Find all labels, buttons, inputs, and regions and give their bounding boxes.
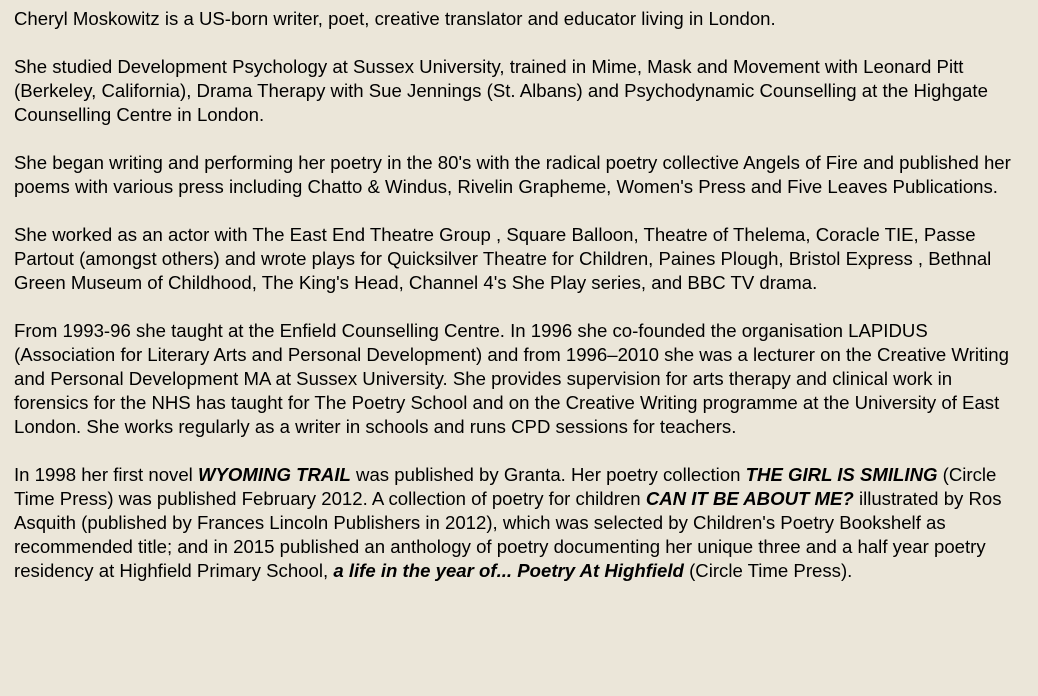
publications-text: (Circle Time Press). xyxy=(683,560,853,581)
publications-text: was published by Granta. Her poetry collection xyxy=(350,464,746,485)
bio-paragraph-teaching: From 1993-96 she taught at the Enfield Counselling Centre. In 1996 she co-founded the organisation LAPIDUS (Association for Literary Arts and Personal Development) and from 1996–2010 she was a lecturer on the Creative Writing and Personal Development MA at Sussex University. She provides supervision for arts therapy and clinical work in forensics for the NHS has taught for The Poetry School and on the Creative Writing programme at the University of East London. She works regularly as a writer in schools and runs CPD sessions for teachers. xyxy=(14,320,1009,437)
bio-paragraph-acting: She worked as an actor with The East End Theatre Group , Square Balloon, Theatre of Thelema, Coracle TIE, Passe Partout (amongst others) and wrote plays for Quicksilver Theatre for Children, Paines Plough, Bristol Express , Bethnal Green Museum of Childhood, The King's Head, Channel 4's She Play series, and BBC TV drama. xyxy=(14,224,992,293)
book-title-can-it-be-about-me: CAN IT BE ABOUT ME? xyxy=(645,488,854,509)
bio-paragraph-publications xyxy=(14,463,1026,583)
book-title-the-girl-is-smiling: THE GIRL IS SMILING xyxy=(745,464,938,485)
publications-text: illustrated by Ros Asquith (published by Frances Lincoln Publishers in 2012), which was selected by Children's Poetry Bookshelf as recommended title; and in 2015 published an anthology of poetry documenting her unique three and a half year poetry residency at Highfield Primary School, xyxy=(14,488,1002,581)
publications-text: In 1998 her first novel xyxy=(14,464,198,485)
book-title-a-life-in-the-year-of: a life in the year of... Poetry At Highfield xyxy=(333,560,684,581)
publications-text: (Circle Time Press) was published February 2012. A collection of poetry for children xyxy=(14,464,997,509)
book-title-wyoming-trail: WYOMING TRAIL xyxy=(197,464,351,485)
bio-paragraph-poetry: She began writing and performing her poetry in the 80's with the radical poetry collective Angels of Fire and published her poems with various press including Chatto & Windus, Rivelin Grapheme, Women's Press and Five Leaves Publications. xyxy=(14,152,1011,197)
bio-paragraph-education: She studied Development Psychology at Sussex University, trained in Mime, Mask and Movement with Leonard Pitt (Berkeley, California), Drama Therapy with Sue Jennings (St. Albans) and Psychodynamic Counselling at the Highgate Counselling Centre in London. xyxy=(14,56,988,125)
bio-paragraph-intro: Cheryl Moskowitz is a US-born writer, poet, creative translator and educator living in London. xyxy=(14,8,776,29)
